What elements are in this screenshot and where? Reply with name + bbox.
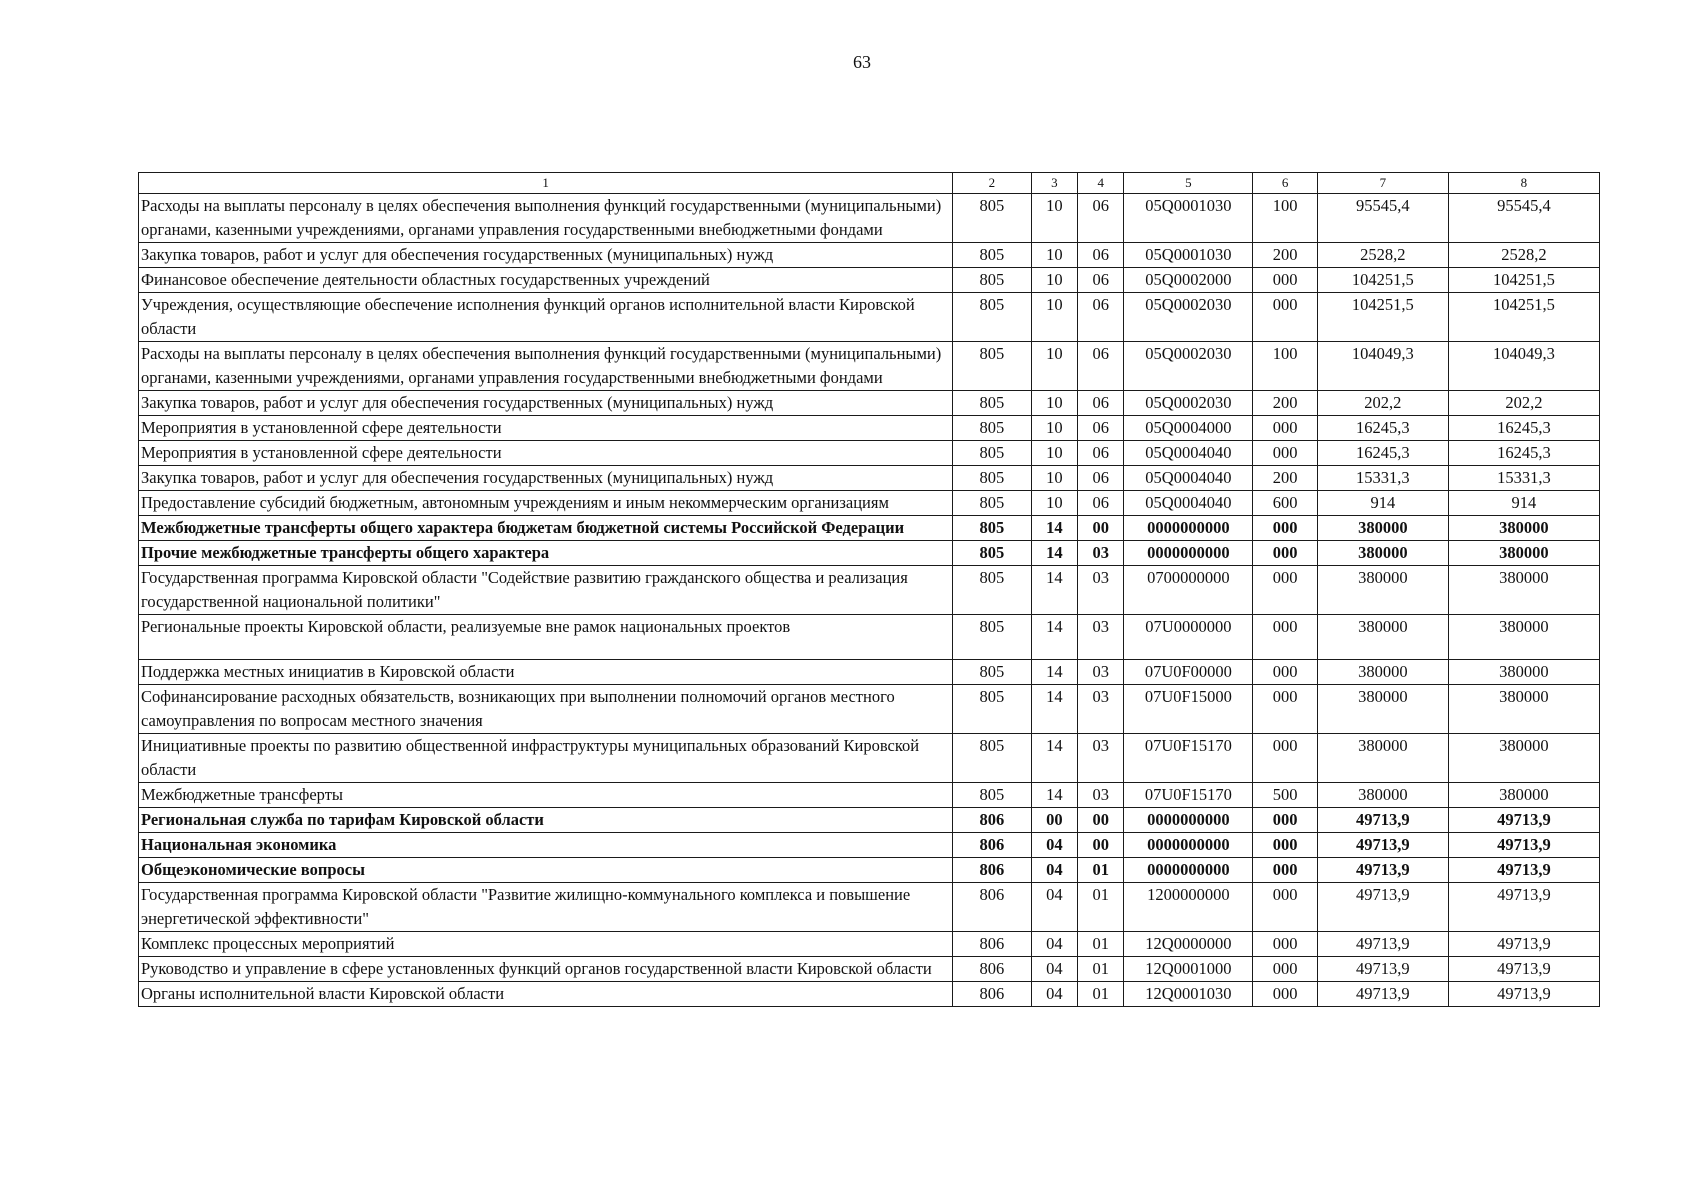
- section-cell: 10: [1031, 416, 1077, 441]
- expense-type-cell: 000: [1253, 685, 1317, 734]
- target-article-cell: 1200000000: [1124, 883, 1253, 932]
- table-row: [139, 932, 1600, 957]
- section-cell: 00: [1031, 808, 1077, 833]
- target-article-cell: 05Q0004000: [1124, 416, 1253, 441]
- column-header: 6: [1253, 173, 1317, 194]
- amount-cell: 49713,9: [1448, 932, 1599, 957]
- target-article-cell: 0000000000: [1124, 808, 1253, 833]
- section-cell: 04: [1031, 982, 1077, 1007]
- code-cell: 805: [953, 466, 1032, 491]
- section-cell: 10: [1031, 441, 1077, 466]
- amount-cell: 380000: [1317, 734, 1448, 783]
- table-row: [139, 615, 1600, 660]
- subsection-cell: 01: [1078, 982, 1124, 1007]
- budget-table: [138, 172, 1600, 1007]
- expense-type-cell: 000: [1253, 808, 1317, 833]
- expense-type-cell: 000: [1253, 516, 1317, 541]
- amount-cell: 380000: [1448, 685, 1599, 734]
- section-cell: 04: [1031, 858, 1077, 883]
- subsection-cell: 03: [1078, 615, 1124, 660]
- section-cell: 04: [1031, 932, 1077, 957]
- table-row: [139, 491, 1600, 516]
- code-cell: 806: [953, 982, 1032, 1007]
- table-row: [139, 783, 1600, 808]
- expense-type-cell: 000: [1253, 416, 1317, 441]
- code-cell: 805: [953, 541, 1032, 566]
- amount-cell: 914: [1448, 491, 1599, 516]
- subsection-cell: 01: [1078, 932, 1124, 957]
- table-row: [139, 441, 1600, 466]
- expense-type-cell: 000: [1253, 541, 1317, 566]
- amount-cell: 380000: [1448, 541, 1599, 566]
- table-row: [139, 566, 1600, 615]
- code-cell: 806: [953, 858, 1032, 883]
- subsection-cell: 06: [1078, 441, 1124, 466]
- subsection-cell: 03: [1078, 566, 1124, 615]
- target-article-cell: 12Q0001000: [1124, 957, 1253, 982]
- amount-cell: 49713,9: [1317, 932, 1448, 957]
- row-name-cell: Учреждения, осуществляющие обеспечение исполнения функций органов исполнительной власти Кировской области: [139, 293, 953, 342]
- target-article-cell: 05Q0001030: [1124, 194, 1253, 243]
- section-cell: 10: [1031, 194, 1077, 243]
- expense-type-cell: 000: [1253, 441, 1317, 466]
- section-cell: 10: [1031, 293, 1077, 342]
- row-name-cell: Инициативные проекты по развитию общественной инфраструктуры муниципальных образований Кировской области: [139, 734, 953, 783]
- amount-cell: 104251,5: [1448, 268, 1599, 293]
- subsection-cell: 03: [1078, 783, 1124, 808]
- column-header: 7: [1317, 173, 1448, 194]
- code-cell: 805: [953, 416, 1032, 441]
- subsection-cell: 00: [1078, 516, 1124, 541]
- target-article-cell: 05Q0002030: [1124, 342, 1253, 391]
- code-cell: 805: [953, 491, 1032, 516]
- expense-type-cell: 000: [1253, 982, 1317, 1007]
- amount-cell: 380000: [1317, 660, 1448, 685]
- target-article-cell: 0700000000: [1124, 566, 1253, 615]
- code-cell: 805: [953, 615, 1032, 660]
- expense-type-cell: 000: [1253, 883, 1317, 932]
- subsection-cell: 06: [1078, 293, 1124, 342]
- code-cell: 805: [953, 342, 1032, 391]
- amount-cell: 104251,5: [1448, 293, 1599, 342]
- subsection-cell: 01: [1078, 858, 1124, 883]
- amount-cell: 15331,3: [1317, 466, 1448, 491]
- table-row: [139, 982, 1600, 1007]
- code-cell: 805: [953, 293, 1032, 342]
- section-cell: 04: [1031, 883, 1077, 932]
- column-header: 1: [139, 173, 953, 194]
- row-name-cell: Региональные проекты Кировской области, реализуемые вне рамок национальных проектов: [139, 615, 953, 660]
- subsection-cell: 06: [1078, 194, 1124, 243]
- amount-cell: 95545,4: [1448, 194, 1599, 243]
- target-article-cell: 0000000000: [1124, 541, 1253, 566]
- row-name-cell: Комплекс процессных мероприятий: [139, 932, 953, 957]
- amount-cell: 202,2: [1317, 391, 1448, 416]
- subsection-cell: 00: [1078, 808, 1124, 833]
- expense-type-cell: 200: [1253, 391, 1317, 416]
- table-row: [139, 808, 1600, 833]
- column-header: 8: [1448, 173, 1599, 194]
- target-article-cell: 05Q0001030: [1124, 243, 1253, 268]
- amount-cell: 380000: [1448, 615, 1599, 660]
- expense-type-cell: 100: [1253, 342, 1317, 391]
- subsection-cell: 00: [1078, 833, 1124, 858]
- expense-type-cell: 000: [1253, 293, 1317, 342]
- table-row: [139, 293, 1600, 342]
- subsection-cell: 06: [1078, 416, 1124, 441]
- table-row: [139, 734, 1600, 783]
- code-cell: 805: [953, 194, 1032, 243]
- row-name-cell: Руководство и управление в сфере установленных функций органов государственной власти Кировской области: [139, 957, 953, 982]
- row-name-cell: Предоставление субсидий бюджетным, автономным учреждениям и иным некоммерческим организациям: [139, 491, 953, 516]
- amount-cell: 16245,3: [1448, 416, 1599, 441]
- subsection-cell: 06: [1078, 466, 1124, 491]
- amount-cell: 380000: [1448, 734, 1599, 783]
- amount-cell: 95545,4: [1317, 194, 1448, 243]
- amount-cell: 16245,3: [1317, 416, 1448, 441]
- row-name-cell: Государственная программа Кировской области "Содействие развитию гражданского общества и реализация государственной национальной политики": [139, 566, 953, 615]
- amount-cell: 380000: [1317, 541, 1448, 566]
- code-cell: 805: [953, 243, 1032, 268]
- target-article-cell: 07U0F15170: [1124, 734, 1253, 783]
- code-cell: 805: [953, 516, 1032, 541]
- amount-cell: 380000: [1448, 783, 1599, 808]
- section-cell: 14: [1031, 734, 1077, 783]
- section-cell: 14: [1031, 541, 1077, 566]
- amount-cell: 49713,9: [1317, 858, 1448, 883]
- code-cell: 805: [953, 734, 1032, 783]
- amount-cell: 49713,9: [1317, 957, 1448, 982]
- section-cell: 10: [1031, 243, 1077, 268]
- amount-cell: 380000: [1317, 516, 1448, 541]
- amount-cell: 104251,5: [1317, 268, 1448, 293]
- code-cell: 805: [953, 391, 1032, 416]
- amount-cell: 49713,9: [1448, 883, 1599, 932]
- section-cell: 04: [1031, 957, 1077, 982]
- row-name-cell: Органы исполнительной власти Кировской области: [139, 982, 953, 1007]
- column-header: 3: [1031, 173, 1077, 194]
- row-name-cell: Расходы на выплаты персоналу в целях обеспечения выполнения функций государственными (муниципальными) органами, казенными учреждениями, органами управления государственными внебюджетными фондами: [139, 342, 953, 391]
- row-name-cell: Закупка товаров, работ и услуг для обеспечения государственных (муниципальных) нужд: [139, 243, 953, 268]
- amount-cell: 380000: [1317, 783, 1448, 808]
- section-cell: 10: [1031, 391, 1077, 416]
- target-article-cell: 0000000000: [1124, 833, 1253, 858]
- subsection-cell: 06: [1078, 243, 1124, 268]
- target-article-cell: 05Q0004040: [1124, 441, 1253, 466]
- amount-cell: 380000: [1317, 615, 1448, 660]
- code-cell: 805: [953, 268, 1032, 293]
- row-name-cell: Государственная программа Кировской области "Развитие жилищно-коммунального комплекса и повышение энергетической эффективности": [139, 883, 953, 932]
- section-cell: 14: [1031, 783, 1077, 808]
- expense-type-cell: 600: [1253, 491, 1317, 516]
- amount-cell: 49713,9: [1317, 883, 1448, 932]
- row-name-cell: Закупка товаров, работ и услуг для обеспечения государственных (муниципальных) нужд: [139, 466, 953, 491]
- amount-cell: 380000: [1317, 685, 1448, 734]
- target-article-cell: 05Q0002030: [1124, 391, 1253, 416]
- subsection-cell: 01: [1078, 883, 1124, 932]
- table-body: [139, 194, 1600, 1007]
- subsection-cell: 03: [1078, 660, 1124, 685]
- amount-cell: 49713,9: [1448, 858, 1599, 883]
- row-name-cell: Национальная экономика: [139, 833, 953, 858]
- code-cell: 805: [953, 441, 1032, 466]
- row-name-cell: Финансовое обеспечение деятельности областных государственных учреждений: [139, 268, 953, 293]
- section-cell: 10: [1031, 491, 1077, 516]
- code-cell: 806: [953, 957, 1032, 982]
- row-name-cell: Расходы на выплаты персоналу в целях обеспечения выполнения функций государственными (муниципальными) органами, казенными учреждениями, органами управления государственными внебюджетными фондами: [139, 194, 953, 243]
- subsection-cell: 03: [1078, 541, 1124, 566]
- expense-type-cell: 200: [1253, 243, 1317, 268]
- amount-cell: 16245,3: [1448, 441, 1599, 466]
- row-name-cell: Мероприятия в установленной сфере деятельности: [139, 416, 953, 441]
- table-row: [139, 516, 1600, 541]
- row-name-cell: Региональная служба по тарифам Кировской области: [139, 808, 953, 833]
- amount-cell: 104251,5: [1317, 293, 1448, 342]
- amount-cell: 49713,9: [1448, 957, 1599, 982]
- amount-cell: 2528,2: [1448, 243, 1599, 268]
- section-cell: 14: [1031, 685, 1077, 734]
- target-article-cell: 12Q0001030: [1124, 982, 1253, 1007]
- expense-type-cell: 000: [1253, 734, 1317, 783]
- section-cell: 04: [1031, 833, 1077, 858]
- amount-cell: 49713,9: [1448, 808, 1599, 833]
- subsection-cell: 06: [1078, 391, 1124, 416]
- code-cell: 806: [953, 883, 1032, 932]
- target-article-cell: 07U0000000: [1124, 615, 1253, 660]
- amount-cell: 380000: [1448, 566, 1599, 615]
- table-row: [139, 833, 1600, 858]
- amount-cell: 2528,2: [1317, 243, 1448, 268]
- table-row: [139, 957, 1600, 982]
- expense-type-cell: 000: [1253, 615, 1317, 660]
- column-header: 4: [1078, 173, 1124, 194]
- amount-cell: 49713,9: [1317, 808, 1448, 833]
- amount-cell: 914: [1317, 491, 1448, 516]
- column-header: 5: [1124, 173, 1253, 194]
- row-name-cell: Общеэкономические вопросы: [139, 858, 953, 883]
- code-cell: 806: [953, 833, 1032, 858]
- amount-cell: 49713,9: [1448, 833, 1599, 858]
- section-cell: 14: [1031, 615, 1077, 660]
- page-number: 63: [853, 52, 871, 72]
- amount-cell: 104049,3: [1317, 342, 1448, 391]
- table-row: [139, 858, 1600, 883]
- subsection-cell: 06: [1078, 491, 1124, 516]
- amount-cell: 380000: [1317, 566, 1448, 615]
- amount-cell: 380000: [1448, 516, 1599, 541]
- subsection-cell: 06: [1078, 342, 1124, 391]
- row-name-cell: Софинансирование расходных обязательств, возникающих при выполнении полномочий органов местного самоуправления по вопросам местного значения: [139, 685, 953, 734]
- code-cell: 805: [953, 566, 1032, 615]
- row-name-cell: Межбюджетные трансферты: [139, 783, 953, 808]
- amount-cell: 104049,3: [1448, 342, 1599, 391]
- table-row: [139, 391, 1600, 416]
- target-article-cell: 0000000000: [1124, 516, 1253, 541]
- amount-cell: 49713,9: [1317, 982, 1448, 1007]
- section-cell: 14: [1031, 516, 1077, 541]
- table-row: [139, 466, 1600, 491]
- target-article-cell: 05Q0002030: [1124, 293, 1253, 342]
- code-cell: 806: [953, 932, 1032, 957]
- code-cell: 805: [953, 660, 1032, 685]
- expense-type-cell: 000: [1253, 858, 1317, 883]
- table-row: [139, 268, 1600, 293]
- subsection-cell: 03: [1078, 734, 1124, 783]
- code-cell: 806: [953, 808, 1032, 833]
- expense-type-cell: 000: [1253, 957, 1317, 982]
- table-row: [139, 416, 1600, 441]
- target-article-cell: 12Q0000000: [1124, 932, 1253, 957]
- expense-type-cell: 000: [1253, 566, 1317, 615]
- table-row: [139, 342, 1600, 391]
- table-row: [139, 883, 1600, 932]
- column-header: 2: [953, 173, 1032, 194]
- target-article-cell: 07U0F00000: [1124, 660, 1253, 685]
- table-row: [139, 194, 1600, 243]
- amount-cell: 49713,9: [1317, 833, 1448, 858]
- expense-type-cell: 000: [1253, 833, 1317, 858]
- amount-cell: 15331,3: [1448, 466, 1599, 491]
- row-name-cell: Межбюджетные трансферты общего характера бюджетам бюджетной системы Российской Федерации: [139, 516, 953, 541]
- subsection-cell: 06: [1078, 268, 1124, 293]
- amount-cell: 49713,9: [1448, 982, 1599, 1007]
- section-cell: 14: [1031, 566, 1077, 615]
- section-cell: 10: [1031, 342, 1077, 391]
- target-article-cell: 07U0F15000: [1124, 685, 1253, 734]
- expense-type-cell: 000: [1253, 932, 1317, 957]
- target-article-cell: 05Q0004040: [1124, 466, 1253, 491]
- amount-cell: 202,2: [1448, 391, 1599, 416]
- section-cell: 14: [1031, 660, 1077, 685]
- row-name-cell: Закупка товаров, работ и услуг для обеспечения государственных (муниципальных) нужд: [139, 391, 953, 416]
- row-name-cell: Прочие межбюджетные трансферты общего характера: [139, 541, 953, 566]
- table-row: [139, 541, 1600, 566]
- expense-type-cell: 100: [1253, 194, 1317, 243]
- expense-type-cell: 200: [1253, 466, 1317, 491]
- expense-type-cell: 500: [1253, 783, 1317, 808]
- amount-cell: 16245,3: [1317, 441, 1448, 466]
- header-row: [139, 173, 1600, 194]
- target-article-cell: 05Q0004040: [1124, 491, 1253, 516]
- target-article-cell: 07U0F15170: [1124, 783, 1253, 808]
- expense-type-cell: 000: [1253, 268, 1317, 293]
- subsection-cell: 03: [1078, 685, 1124, 734]
- table-row: [139, 660, 1600, 685]
- expense-type-cell: 000: [1253, 660, 1317, 685]
- subsection-cell: 01: [1078, 957, 1124, 982]
- target-article-cell: 05Q0002000: [1124, 268, 1253, 293]
- row-name-cell: Поддержка местных инициатив в Кировской области: [139, 660, 953, 685]
- code-cell: 805: [953, 685, 1032, 734]
- row-name-cell: Мероприятия в установленной сфере деятельности: [139, 441, 953, 466]
- table-row: [139, 685, 1600, 734]
- code-cell: 805: [953, 783, 1032, 808]
- target-article-cell: 0000000000: [1124, 858, 1253, 883]
- table-row: [139, 243, 1600, 268]
- section-cell: 10: [1031, 268, 1077, 293]
- section-cell: 10: [1031, 466, 1077, 491]
- amount-cell: 380000: [1448, 660, 1599, 685]
